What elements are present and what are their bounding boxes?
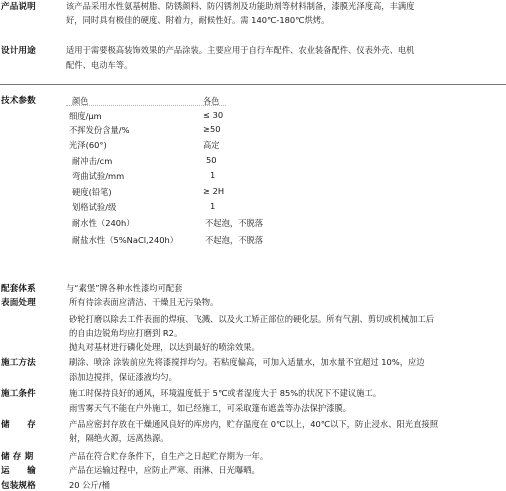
tech-row-value: 不起泡，不脱落 <box>205 218 264 228</box>
tech-row-name: 光泽(60°) <box>69 140 107 150</box>
section-label-conditions: 施工条件 <box>1 389 36 399</box>
tech-row-name: 不挥发份含量/% <box>69 125 130 135</box>
section-label-packaging: 包装规格 <box>1 481 36 491</box>
storage-line-1: 产品应密封存放在干燥通风良好的库房内，贮存温度在 0℃以上，40℃以下，防止浸水、阳光直接照 <box>69 419 438 429</box>
tech-row-name: 耐盐水性（5%NaCl,240h） <box>72 235 179 245</box>
tech-row-value: 高定 <box>203 140 220 150</box>
tech-row-name: 划格试验/级 <box>72 202 117 212</box>
section-label-description: 产品说明 <box>1 2 36 12</box>
tech-row-name: 硬度(铅笔) <box>72 187 112 197</box>
tech-row-value: ≥50 <box>203 124 221 134</box>
shelf-line-1: 产品在符合贮存条件下，自生产之日起贮存期为一年。 <box>69 451 269 461</box>
section-label-storage: 储 存 <box>1 420 36 430</box>
section-divider <box>0 84 506 85</box>
surface-line-2: 砂轮打磨以除去工件表面的焊痕、飞溅、以及火工矫正部位的硬化层。所有气割、剪切或机械加工后 <box>69 314 435 324</box>
tech-row-value: 1 <box>210 201 216 211</box>
conditions-line-2: 雨雪雾天气不能在户外施工，如已经施工，可采取篷布遮盖等办法保护漆膜。 <box>69 403 352 413</box>
tech-row-value: ≤ 30 <box>203 110 224 120</box>
surface-line-4: 抛丸对基材进行磷化处理，以达到最好的喷涂效果。 <box>69 342 260 352</box>
surface-line-1: 所有待涂表面应清洁、干燥且无污染物。 <box>69 297 219 307</box>
storage-line-2: 射，隔绝火源，远离热源。 <box>69 433 169 443</box>
tech-row-value: 50 <box>206 155 217 165</box>
section-label-shelf: 储 存 期 <box>1 452 34 462</box>
tech-row-name: 耐冲击/cm <box>72 156 113 166</box>
section-label-usage: 设计用途 <box>1 46 36 56</box>
tech-row-value: ≥ 2H <box>203 186 225 196</box>
section-label-surface: 表面处理 <box>1 298 36 308</box>
tech-row-value: 1 <box>210 170 216 180</box>
section-label-tech: 技术参数 <box>1 96 36 106</box>
section-label-transport: 运 输 <box>1 466 36 476</box>
matching-line-1: 与“素堡”牌各种水性漆均可配套 <box>66 283 183 293</box>
tech-row-name: 颜色 <box>72 96 89 106</box>
tech-row-name: 细度/μm <box>69 111 102 121</box>
conditions-line-1: 施工时保持良好的通风，环境温度低于 5℃或者湿度大于 85%的状况下不建议施工。 <box>69 388 382 398</box>
tech-row-name: 弯曲试验/mm <box>72 171 125 181</box>
method-line-2: 添加边搅拌，保证漆液均匀。 <box>69 372 177 382</box>
usage-line-2: 配件、电动车等。 <box>66 60 133 70</box>
usage-line-1: 适用于需要极高装饰效果的产品涂装。主要应用于自行车配件、农业装备配件、仪表外壳、电机 <box>66 45 415 55</box>
table-top-rule <box>66 105 226 106</box>
section-label-matching: 配套体系 <box>1 284 36 294</box>
transport-line-1: 产品在运输过程中，应防止严寒、雨淋、日光曝晒。 <box>69 465 260 475</box>
description-line-2: 好，同时具有极佳的硬度、附着力，耐候性好。需 140℃-180℃烘烤。 <box>66 15 330 25</box>
packaging-line-1: 20 公斤/桶 <box>69 480 110 490</box>
tech-row-value: 各色 <box>203 96 220 106</box>
method-line-1: 刷涂、喷涂 涂装前应先将漆搅拌均匀。若粘度偏高，可加入适量水，加水量不宜超过 10%，应边 <box>69 357 425 367</box>
tech-row-value: 不起泡，不脱落 <box>205 235 264 245</box>
surface-line-3: 的自由边锐角均应打磨到 R2。 <box>69 328 183 338</box>
description-line-1: 该产品采用水性氨基树脂、防锈颜料、防闪锈剂及功能助剂等材料制备，漆膜光泽度高，丰满度 <box>66 1 415 11</box>
tech-row-name: 耐水性（240h） <box>72 218 135 228</box>
section-label-method: 施工方法 <box>1 358 36 368</box>
